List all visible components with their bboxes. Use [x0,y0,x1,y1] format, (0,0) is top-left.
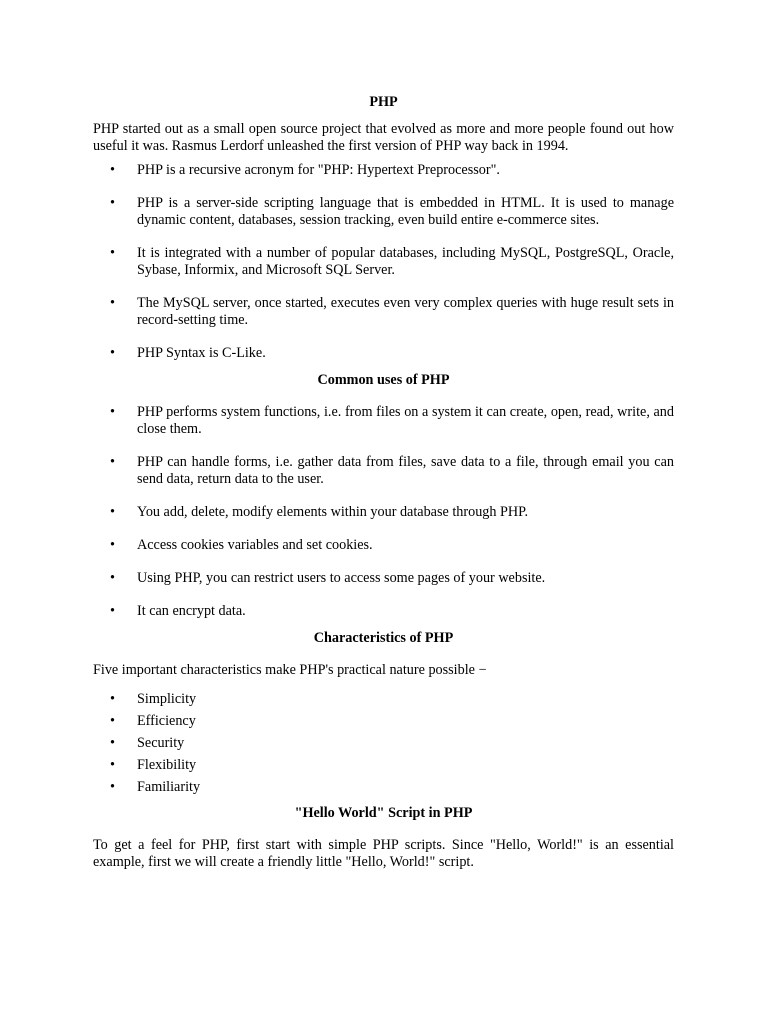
list-item: • PHP performs system functions, i.e. from files on a system it can create, open, read, write, and close them. [93,404,674,438]
list-item: • PHP can handle forms, i.e. gather data from files, save data to a file, through email you can send data, return data to the user. [93,454,674,488]
list-item: • Efficiency [93,713,674,730]
characteristics-intro: Five important characteristics make PHP's practical nature possible − [93,662,487,678]
list-item: • PHP is a server-side scripting language that is embedded in HTML. It is used to manage dynamic content, databases, session tracking, even build entire e-commerce sites. [93,195,674,229]
list-item: • Familiarity [93,779,674,796]
list-item: • You add, delete, modify elements within your database through PHP. [93,504,674,521]
list-item: • Security [93,735,674,752]
features-list [93,162,674,362]
list-item: • Simplicity [93,691,674,708]
list-item: • Using PHP, you can restrict users to access some pages of your website. [93,570,674,587]
hello-world-paragraph: To get a feel for PHP, first start with simple PHP scripts. Since "Hello, World!" is an essential example, first we will create a friendly little "Hello, World!" script. [93,837,674,870]
list-item: • The MySQL server, once started, executes even very complex queries with huge result sets in record-setting time. [93,295,674,329]
common-uses-heading: Common uses of PHP [317,372,450,388]
list-item: • Access cookies variables and set cookies. [93,537,674,554]
page-title: PHP [369,94,398,110]
list-item: • Flexibility [93,757,674,774]
intro-paragraph: PHP started out as a small open source project that evolved as more and more people found out how useful it was. Rasmus Lerdorf unleashed the first version of PHP way back in 1994. [93,121,674,154]
characteristics-list [93,691,674,796]
list-item: • PHP Syntax is C-Like. [93,345,674,362]
characteristics-heading: Characteristics of PHP [313,630,454,646]
document-page [93,94,674,871]
list-item: • It can encrypt data. [93,603,674,620]
hello-world-heading: "Hello World" Script in PHP [294,805,473,821]
common-uses-list [93,404,674,620]
list-item: • PHP is a recursive acronym for "PHP: Hypertext Preprocessor". [93,162,674,179]
list-item: • It is integrated with a number of popular databases, including MySQL, PostgreSQL, Oracle, Sybase, Informix, and Microsoft SQL Server. [93,245,674,279]
